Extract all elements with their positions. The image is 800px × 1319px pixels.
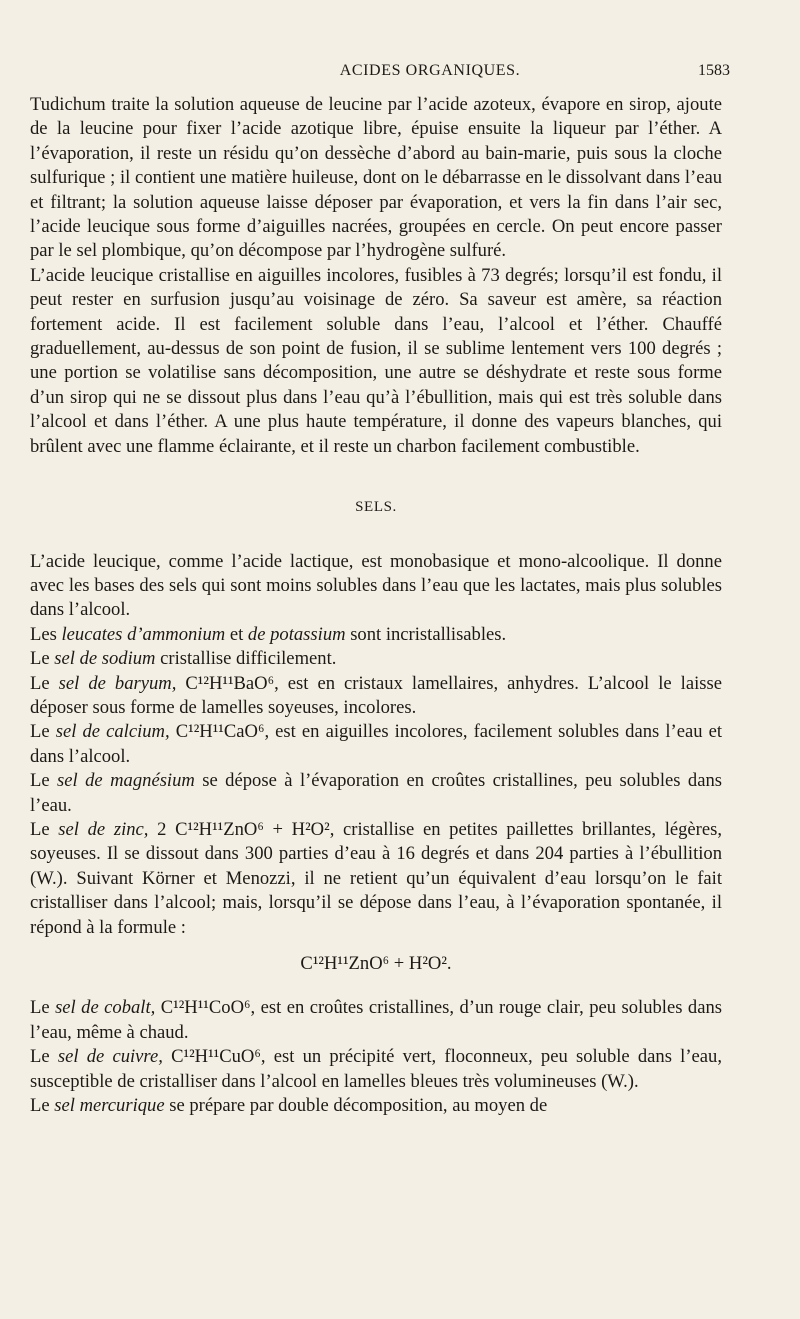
paragraph-magnesium: Le sel de magnésium se dépose à l’évaporation en croûtes cristallines, peu solubles dans l’eau. [30, 770, 722, 816]
paragraph-cuivre: Le sel de cuivre, C¹²H¹¹CuO⁶, est un précipité vert, floconneux, peu soluble dans l’eau, susceptible de cristalliser dans l’alcool en lamelles bleues très volumineuses (W.). [30, 1046, 722, 1092]
formula-zinc: 2 C¹²H¹¹ZnO⁶ + H²O² [157, 818, 330, 840]
paragraph-salts-intro: L’acide leucique, comme l’acide lactique, est monobasique et mono-alcoolique. Il donne avec les bases des sels qui sont moins solubles dans l’eau que les lactates, mais plus solubles dans l’alcool. [30, 550, 722, 621]
paragraph-mercurique: Le sel mercurique se prépare par double décomposition, au moyen de [30, 1095, 548, 1117]
term-calcium: sel de calcium, [55, 721, 170, 743]
paragraph-baryum: Le sel de baryum, C¹²H¹¹BaO⁶, est en cristaux lamellaires, anhydres. L’alcool le laisse déposer sous forme de lamelles soyeuses, incolores. [30, 672, 722, 718]
section-title: SELS. [355, 499, 397, 516]
page-number: 1583 [698, 62, 730, 79]
running-title: ACIDES ORGANIQUES. [339, 62, 521, 79]
paragraph-preparation: Tudichum traite la solution aqueuse de leucine par l’acide azoteux, évapore en sirop, ajoute de la leucine pour fixer l’acide azotique libre, épuise ensuite la liqueur par l’éther. A l’évaporation, il reste un résidu qu’on dessèche d’abord au bain-marie, puis sous la cloche sulfurique ; il contient une matière huileuse, dont on le débarrasse en le dissolvant dans l’eau et filtrant; la solution aqueuse laisse déposer par évaporation, et vers la fin dans l’air sec, l’acide leucique sous forme d’aiguilles nacrées, groupées en cercle. On peut encore passer par le sel plombique, qu’on décompose par l’hydrogène sulfuré. [30, 94, 722, 262]
term-zinc: sel de zinc, [58, 818, 149, 840]
body-text [30, 93, 722, 1118]
paragraph-calcium: Le sel de calcium, C¹²H¹¹CaO⁶, est en aiguilles incolores, facilement solubles dans l’eau et dans l’alcool. [30, 721, 723, 767]
paragraph-zinc: Le sel de zinc, 2 C¹²H¹¹ZnO⁶ + H²O², cristallise en petites paillettes brillantes, légères, soyeuses. Il se dissout dans 300 parties d’eau à 16 degrés et dans 204 parties à l’ébullition (W.). Suivant Körner et Menozzi, il ne retient qu’un équivalent d’eau lorsqu’on le fait cristalliser dans l’alcool; mais, lorsqu’il se dépose dans l’eau, à l’évaporation spontanée, il répond à la formule : [30, 818, 723, 938]
term-cobalt: sel de cobalt, [55, 997, 156, 1019]
formula-calcium: C¹²H¹¹CaO⁶ [175, 721, 265, 743]
term-baryum: sel de baryum, [58, 672, 177, 694]
formula-zinc-hydrate: C¹²H¹¹ZnO⁶ + H²O². [300, 953, 452, 974]
paragraph-ammonium-potassium: Les leucates d’ammonium et de potassium sont incristallisables. [30, 623, 507, 645]
term-ammonium: leucates d’ammonium [61, 623, 226, 645]
term-mercurique: sel mercurique [54, 1095, 165, 1117]
paragraph-properties: L’acide leucique cristallise en aiguilles incolores, fusibles à 73 degrés; lorsqu’il est fondu, il peut rester en surfusion jusqu’au voisinage de zéro. Sa saveur est amère, sa réaction fortement acide. Il est facilement soluble dans l’eau, l’alcool et l’éther. Chauffé graduellement, au-dessus de son point de fusion, il se sublime lentement vers 100 degrés ; une portion se volatilise sans décomposition, une autre se déshydrate et reste sous forme d’un sirop qui ne se dissout plus dans l’eau qu’à l’ébullition, mais qui est très soluble dans l’alcool et dans l’éther. A une plus haute température, il donne des vapeurs blanches, qui brûlent avec une flamme éclairante, et il reste un charbon facilement combustible. [30, 264, 722, 457]
formula-baryum: C¹²H¹¹BaO⁶ [185, 672, 275, 694]
paragraph-cobalt: Le sel de cobalt, C¹²H¹¹CoO⁶, est en croûtes cristallines, d’un rouge clair, peu solubles dans l’eau, même à chaud. [30, 997, 722, 1043]
term-magnesium: sel de magnésium [57, 770, 195, 792]
formula-cobalt: C¹²H¹¹CoO⁶ [160, 997, 251, 1019]
term-cuivre: sel de cuivre, [57, 1046, 163, 1068]
term-sodium: sel de sodium [54, 648, 156, 670]
term-potassium: de potassium [247, 623, 346, 645]
page-header [0, 60, 800, 90]
formula-cuivre: C¹²H¹¹CuO⁶ [171, 1046, 261, 1068]
paragraph-sodium: Le sel de sodium cristallise difficilement. [30, 648, 337, 670]
